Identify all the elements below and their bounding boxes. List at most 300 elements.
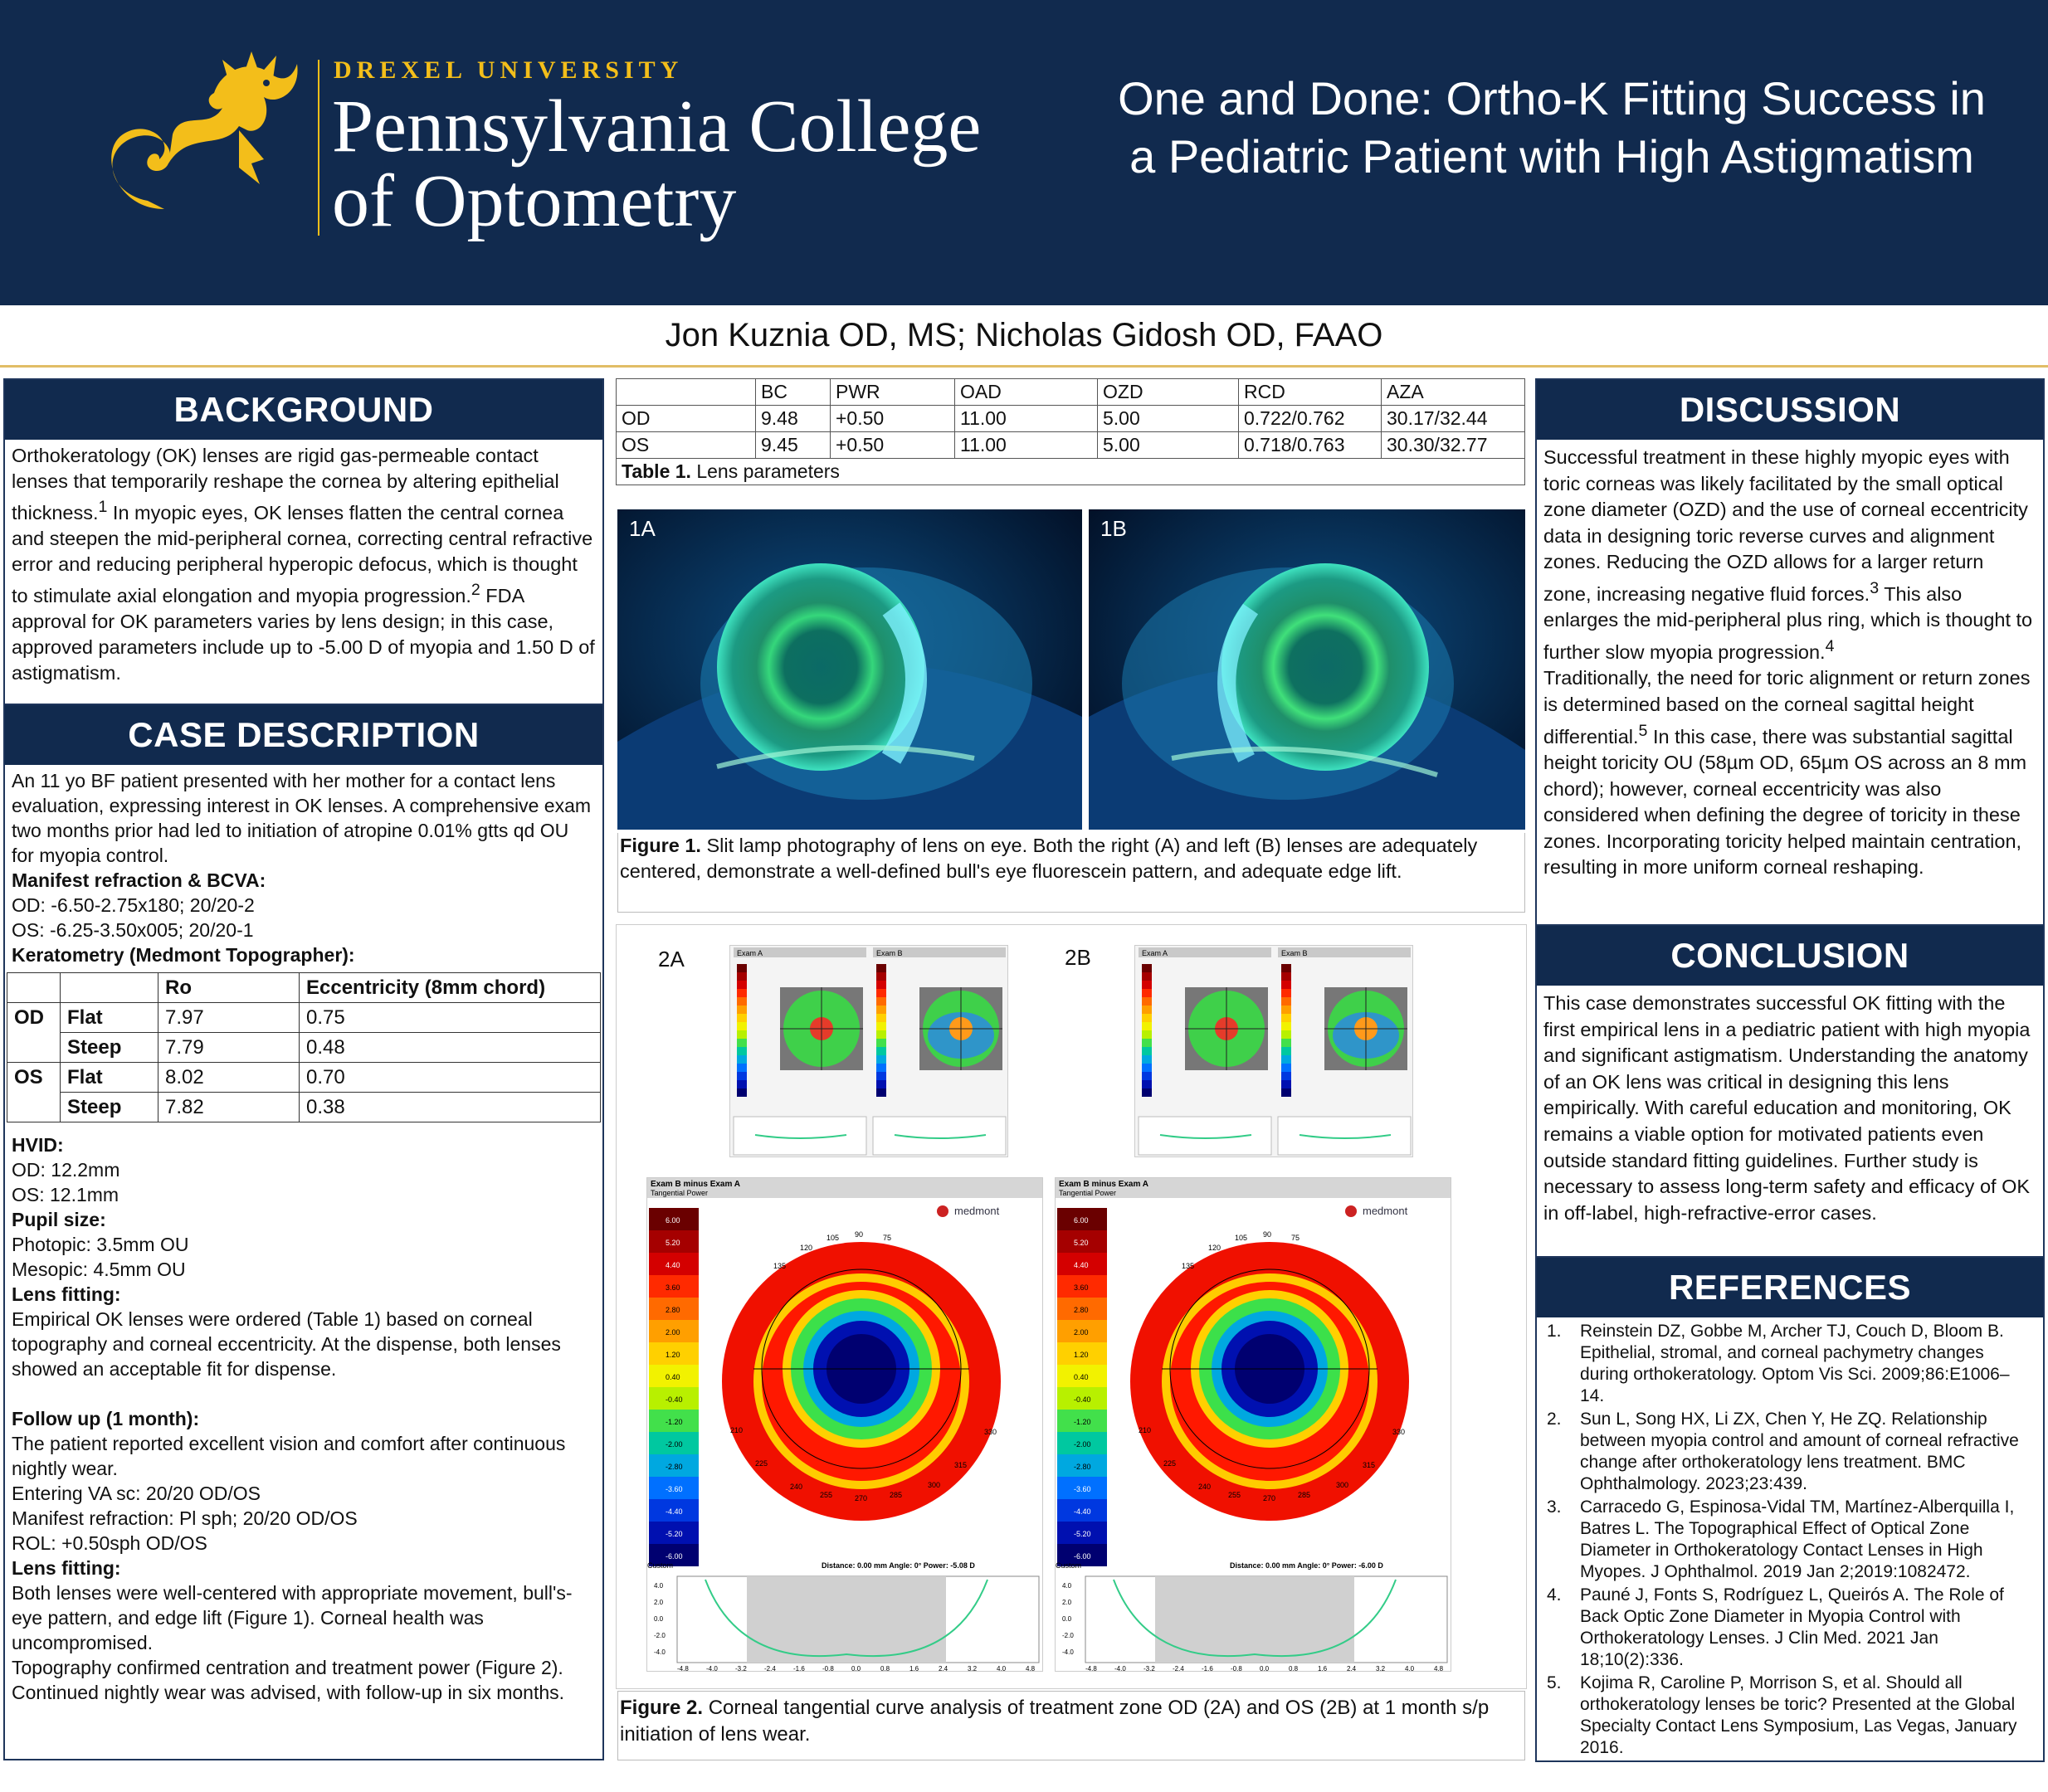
lens-fitting-2-text: Both lenses were well-centered with appropriate movement, bull's-eye pattern, and edge lift (Figure 1). Corneal health was uncompromised.	[12, 1582, 573, 1653]
references-heading: REFERENCES	[1537, 1258, 2043, 1317]
x-tick: 0.0	[1260, 1665, 1270, 1672]
scale-swatch	[1281, 981, 1291, 989]
table-cell: 0.48	[300, 1033, 601, 1063]
x-tick: 4.8	[1026, 1665, 1036, 1672]
case-section	[3, 705, 604, 1760]
citation: 5	[1638, 721, 1648, 740]
scale-swatch	[1281, 1030, 1291, 1039]
scale-tick: -2.80	[1074, 1463, 1091, 1471]
discussion-section	[1535, 378, 2045, 926]
scale-tick: -6.00	[666, 1552, 683, 1561]
table-row	[617, 432, 1525, 459]
scale-swatch	[1281, 1080, 1291, 1088]
table-header-row	[7, 973, 601, 1003]
exam-compare-2b-graphic	[1135, 946, 1413, 1157]
case-intro: An 11 yo BF patient presented with her mother for a contact lens evaluation, expressing interest in OK lenses. A comprehensive exam two months prior had led to initiation of atropine 0.01% gtts qd OU for myopia control.	[12, 770, 592, 866]
scale-swatch	[876, 1039, 886, 1047]
angle-label: 90	[855, 1230, 864, 1239]
table-cell: Steep	[61, 1093, 158, 1122]
table-cell: 11.00	[955, 432, 1098, 459]
discussion-text-part: Successful treatment in these highly myopic eyes with toric corneas was likely facilitated by the small optical zone diameter (OZD) and the use of corneal eccentricity data in designing toric reverse curves and alignment zones. Reducing the OZD allows for a larger return zone, increasing negative fluid forces.	[1543, 446, 2028, 605]
scale-swatch	[1281, 1072, 1291, 1080]
custom-label: Custom	[647, 1561, 674, 1570]
angle-label: 315	[954, 1461, 968, 1469]
citation: 1	[98, 498, 108, 516]
scale-tick: -1.20	[666, 1418, 683, 1426]
discussion-text-part: In this case, there was substantial sagittal height toricity OU (58µm OD, 65µm OS across an 8 mm chord); however, corneal eccentricity was also considered when defining the degree of toricity in these zones. Incorporating toricity helped maintain centration, resulting in more uniform corneal reshaping.	[1543, 725, 2027, 879]
follow-up-text: The patient reported excellent vision and comfort after continuous nightly wear.	[12, 1433, 566, 1479]
scale-tick: 2.80	[1074, 1306, 1089, 1314]
figure2-caption	[617, 1691, 1525, 1760]
x-tick: 3.2	[968, 1665, 978, 1672]
exam-header-label: Exam A	[1142, 949, 1168, 957]
pupil-photopic: Photopic: 3.5mm OU	[12, 1234, 189, 1255]
caption-label: Figure 1.	[620, 835, 701, 856]
y-tick: 0.0	[654, 1615, 664, 1623]
table-cell: OS	[617, 432, 756, 459]
figure-label-1b: 1B	[1100, 516, 1127, 541]
reference-item	[1547, 1409, 2033, 1495]
eye-1b-illustration	[1089, 509, 1525, 830]
reference-number: 1.	[1547, 1322, 1562, 1341]
x-tick: -2.4	[764, 1665, 776, 1672]
angle-label: 90	[1263, 1230, 1272, 1239]
x-tick: 1.6	[1318, 1665, 1328, 1672]
scale-tick: 5.20	[666, 1239, 680, 1247]
x-tick: 3.2	[1376, 1665, 1386, 1672]
table-cell: RCD	[1239, 379, 1382, 406]
caption-text: Slit lamp photography of lens on eye. Both the right (A) and left (B) lenses are adequately centered, demonstrate a well-defined bull's eye fluorescein pattern, and adequate edge lift.	[620, 835, 1478, 882]
reference-text: Carracedo G, Espinosa-Vidal TM, Martínez-Alberquilla I, Batres L. The Topographical Effect of Optical Zone Diameter in Orthokeratology Contact Lenses in High Myopes. J Ophthalmol. 2019 Jan 2;2019:1082472.	[1580, 1497, 2015, 1581]
scale-tick: -5.20	[1074, 1530, 1091, 1538]
scale-tick: 1.20	[666, 1351, 680, 1359]
scale-swatch	[737, 1022, 747, 1030]
lens-fitting-text: Empirical OK lenses were ordered (Table 1) based on corneal topography and corneal eccentricity. At the dispense, both lenses showed an acceptable fit for dispense.	[12, 1308, 561, 1380]
scale-tick: -5.20	[666, 1530, 683, 1538]
x-tick: 4.0	[1405, 1665, 1415, 1672]
angle-label: 120	[1208, 1244, 1221, 1252]
keratometry-table	[7, 972, 601, 1122]
y-tick: 4.0	[654, 1582, 664, 1590]
exam-compare-2a	[729, 945, 1008, 1157]
caption-label: Table 1.	[622, 460, 691, 482]
angle-label: 300	[928, 1481, 941, 1489]
scale-swatch	[737, 1030, 747, 1039]
angle-label: 285	[890, 1491, 903, 1499]
table-cell: AZA	[1382, 379, 1525, 406]
header-divider	[0, 365, 2048, 368]
discussion-text-part: Traditionally, the need for toric alignment or return zones is determined based on the corneal sagittal height differential.	[1543, 667, 2031, 747]
figure2-panel	[616, 924, 1527, 1689]
reference-number: 2.	[1547, 1410, 1562, 1429]
scale-swatch	[1281, 1006, 1291, 1014]
manifest-os: OS: -6.25-3.50x005; 20/20-1	[12, 919, 254, 941]
reference-item	[1547, 1497, 2033, 1583]
scale-tick: -3.60	[666, 1485, 683, 1493]
eye-photo-1a	[617, 509, 1082, 830]
x-tick: -4.0	[706, 1665, 718, 1672]
reference-number: 3.	[1547, 1497, 1562, 1517]
scale-swatch	[876, 997, 886, 1006]
reference-number: 4.	[1547, 1585, 1562, 1605]
table-cell: 0.722/0.762	[1239, 406, 1382, 432]
y-tick: -2.0	[1062, 1632, 1074, 1639]
college-name-line2: of Optometry	[332, 160, 737, 242]
angle-label: 225	[1163, 1459, 1177, 1468]
lens-parameters-table	[616, 378, 1525, 485]
angle-label: 210	[730, 1426, 744, 1434]
scale-swatch	[737, 1064, 747, 1072]
scale-swatch	[1142, 981, 1152, 989]
scale-tick: -1.20	[1074, 1418, 1091, 1426]
table-cell: Ro	[158, 973, 300, 1003]
table-cell: PWR	[831, 379, 955, 406]
exam-compare-2a-graphic	[730, 946, 1008, 1157]
scale-swatch	[876, 972, 886, 981]
follow-up-va: Entering VA sc: 20/20 OD/OS	[12, 1483, 261, 1504]
scale-swatch	[1281, 1088, 1291, 1097]
angle-label: 330	[984, 1428, 997, 1436]
scale-swatch	[1281, 1064, 1291, 1072]
table-cell: +0.50	[831, 432, 955, 459]
table-cell: 5.00	[1098, 432, 1239, 459]
scale-swatch	[1142, 964, 1152, 972]
conclusion-section	[1535, 926, 2045, 1258]
scale-swatch	[1142, 989, 1152, 997]
scale-tick: 3.60	[1074, 1283, 1089, 1292]
table-cell: 8.02	[158, 1063, 300, 1093]
table-cell: OS	[7, 1063, 61, 1093]
table-cell: OD	[7, 1003, 61, 1033]
scale-swatch	[1281, 1047, 1291, 1055]
case-heading: CASE DESCRIPTION	[5, 705, 602, 765]
scale-swatch	[1142, 1006, 1152, 1014]
table-cell: 30.30/32.77	[1382, 432, 1525, 459]
scale-swatch	[737, 1039, 747, 1047]
scale-swatch	[1281, 1022, 1291, 1030]
x-tick: -3.2	[735, 1665, 747, 1672]
x-tick: -0.8	[822, 1665, 834, 1672]
hvid-od: OD: 12.2mm	[12, 1159, 120, 1181]
angle-label: 255	[1228, 1491, 1241, 1499]
scale-swatch	[737, 997, 747, 1006]
college-name-line1: Pennsylvania College	[332, 85, 982, 168]
topography-text: Topography confirmed centration and treatment power (Figure 2).	[12, 1657, 563, 1678]
table-cell	[7, 1033, 61, 1063]
diff-subtitle: Tangential Power	[651, 1189, 709, 1197]
table-cell: 7.79	[158, 1033, 300, 1063]
difference-map-2a	[646, 1177, 1043, 1672]
medmont-logo: medmont	[954, 1205, 1000, 1217]
table-cell: OZD	[1098, 379, 1239, 406]
conclusion-text: This case demonstrates successful OK fitting with the first empirical lens in a pediatric patient with high myopia and significant astigmatism. Understanding the anatomy of an OK lens was critical in designing this lens empirically. With careful education and monitoring, OK remains a viable option for motivated patients even outside standard fitting guidelines. Further study is necessary to assess long-term safety and efficacy of OK in off-label, high-refractive-error cases.	[1543, 992, 2031, 1224]
scale-swatch	[1142, 1088, 1152, 1097]
angle-label: 285	[1298, 1491, 1311, 1499]
scale-swatch	[876, 1014, 886, 1022]
scale-swatch	[1142, 1039, 1152, 1047]
references-list	[1537, 1317, 2043, 1759]
reference-item	[1547, 1321, 2033, 1407]
reference-text: Sun L, Song HX, Li ZX, Chen Y, He ZQ. Relationship between myopia control and amount of corneal refractive change after orthokeratology lens treatment. BMC Ophthalmology. 2023;23:439.	[1580, 1410, 2019, 1493]
diff-subtitle: Tangential Power	[1059, 1189, 1117, 1197]
scale-swatch	[876, 1022, 886, 1030]
scale-tick: -4.40	[1074, 1507, 1091, 1516]
scale-swatch	[876, 1006, 886, 1014]
discussion-text-part: This also enlarges the mid-peripheral plus ring, which is thought to further slow myopia progression.	[1543, 582, 2033, 663]
scale-tick: 6.00	[1074, 1216, 1089, 1225]
table-row	[7, 1093, 601, 1122]
logo-divider	[318, 60, 319, 236]
discussion-paragraph-2	[1543, 665, 2036, 881]
table-cell	[7, 1093, 61, 1122]
scale-swatch	[1281, 964, 1291, 972]
continued-wear-text: Continued nightly wear was advised, with follow-up in six months.	[12, 1682, 565, 1703]
angle-label: 300	[1336, 1481, 1349, 1489]
reference-item	[1547, 1585, 2033, 1671]
medmont-logo: medmont	[1363, 1205, 1408, 1217]
status-readout: Distance: 0.00 mm Angle: 0° Power: -6.00 D	[1230, 1561, 1383, 1570]
table-cell: 0.75	[300, 1003, 601, 1033]
hvid-os: OS: 12.1mm	[12, 1184, 119, 1205]
exam-compare-2b	[1134, 945, 1413, 1157]
poster-title	[1070, 70, 2033, 186]
angle-label: 225	[755, 1459, 768, 1468]
table-header-row	[617, 379, 1525, 406]
angle-label: 120	[800, 1244, 813, 1252]
table-cell: OD	[617, 406, 756, 432]
table-cell: 9.45	[756, 432, 831, 459]
follow-up-manifest: Manifest refraction: Pl sph; 20/20 OD/OS	[12, 1507, 358, 1529]
y-tick: -4.0	[654, 1648, 666, 1656]
caption-label: Figure 2.	[620, 1697, 704, 1719]
scale-tick: 4.40	[666, 1261, 680, 1269]
table-cell	[617, 379, 756, 406]
x-tick: 1.6	[909, 1665, 919, 1672]
table-row	[617, 406, 1525, 432]
scale-swatch	[1142, 1014, 1152, 1022]
dragon-logo-icon	[98, 51, 305, 217]
scale-swatch	[737, 981, 747, 989]
scale-tick: -6.00	[1074, 1552, 1091, 1561]
scale-swatch	[1281, 1039, 1291, 1047]
table-cell: 0.718/0.763	[1239, 432, 1382, 459]
scale-tick: 2.80	[666, 1306, 680, 1314]
table-cell: Steep	[61, 1033, 158, 1063]
scale-swatch	[1142, 1080, 1152, 1088]
university-name: DREXEL UNIVERSITY	[334, 56, 684, 84]
x-tick: -4.0	[1114, 1665, 1126, 1672]
y-tick: 4.0	[1062, 1582, 1072, 1590]
difference-map-2a-graphic	[647, 1178, 1043, 1672]
table-cell: +0.50	[831, 406, 955, 432]
scale-swatch	[1142, 1064, 1152, 1072]
scale-tick: 0.40	[1074, 1373, 1089, 1381]
reference-text: Kojima R, Caroline P, Morrison S, et al. Should all orthokeratology lenses be toric? Presented at the Global Specialty Contact Lens Symposium, Las Vegas, January 2016.	[1580, 1673, 2017, 1757]
angle-label: 240	[1198, 1483, 1212, 1491]
scale-swatch	[1142, 1072, 1152, 1080]
scale-swatch	[1281, 1055, 1291, 1064]
table-cell: 11.00	[955, 406, 1098, 432]
label-pupil: Pupil size:	[12, 1209, 106, 1230]
poster-header	[0, 0, 2048, 305]
right-column	[1535, 378, 2045, 1764]
scale-swatch	[876, 989, 886, 997]
scale-swatch	[1142, 1055, 1152, 1064]
scale-tick: -3.60	[1074, 1485, 1091, 1493]
angle-label: 240	[790, 1483, 803, 1491]
background-text-part: FDA approval for OK parameters varies by lens design; in this case, approved parameters include up to -5.00 D of myopia and 1.50 D of astigmatism.	[12, 584, 595, 684]
scale-swatch	[737, 1006, 747, 1014]
eye-1a-illustration	[617, 509, 1082, 830]
follow-up-rol: ROL: +0.50sph OD/OS	[12, 1532, 207, 1554]
x-tick: -2.4	[1173, 1665, 1184, 1672]
table-cell	[61, 973, 158, 1003]
scale-swatch	[1281, 972, 1291, 981]
figure-label-1a: 1A	[629, 516, 656, 541]
scale-swatch	[737, 989, 747, 997]
scale-swatch	[1281, 989, 1291, 997]
scale-tick: -2.00	[666, 1440, 683, 1449]
figure1-caption	[617, 833, 1525, 913]
angle-label: 315	[1363, 1461, 1376, 1469]
angle-label: 255	[820, 1491, 833, 1499]
scale-tick: -2.80	[666, 1463, 683, 1471]
scale-swatch	[1142, 1047, 1152, 1055]
diff-title: Exam B minus Exam A	[651, 1180, 741, 1189]
table-cell: 30.17/32.44	[1382, 406, 1525, 432]
angle-label: 330	[1392, 1428, 1406, 1436]
scale-swatch	[876, 1064, 886, 1072]
scale-swatch	[737, 1080, 747, 1088]
reference-text: Reinstein DZ, Gobbe M, Archer TJ, Couch D, Bloom B. Epithelial, stromal, and corneal pachymetry changes during orthokeratology. Optom Vis Sci. 2009;86:E1006–14.	[1580, 1322, 2010, 1405]
scale-tick: 6.00	[666, 1216, 680, 1225]
angle-label: 75	[1291, 1234, 1300, 1242]
table-cell: Eccentricity (8mm chord)	[300, 973, 601, 1003]
references-section	[1535, 1258, 2045, 1762]
table-cell: Flat	[61, 1063, 158, 1093]
angle-label: 270	[855, 1494, 868, 1502]
label-follow-up: Follow up (1 month):	[12, 1408, 200, 1429]
y-tick: 2.0	[654, 1599, 664, 1606]
caption-text: Lens parameters	[690, 460, 840, 482]
x-tick: 0.8	[1289, 1665, 1299, 1672]
label-hvid: HVID:	[12, 1134, 64, 1156]
diff-title: Exam B minus Exam A	[1059, 1180, 1149, 1189]
case-text-2	[5, 1132, 602, 1705]
x-tick: -1.6	[793, 1665, 805, 1672]
angle-label: 75	[883, 1234, 892, 1242]
reference-item	[1547, 1673, 2033, 1759]
scale-swatch	[876, 1030, 886, 1039]
scale-swatch	[737, 1047, 747, 1055]
scale-swatch	[876, 1072, 886, 1080]
table-row	[7, 1033, 601, 1063]
scale-swatch	[737, 1072, 747, 1080]
manifest-od: OD: -6.50-2.75x180; 20/20-2	[12, 894, 255, 916]
caption-text: Corneal tangential curve analysis of treatment zone OD (2A) and OS (2B) at 1 month s/p initiation of lens wear.	[620, 1697, 1490, 1746]
x-tick: 0.0	[851, 1665, 861, 1672]
label-keratometry: Keratometry (Medmont Topographer):	[12, 944, 355, 966]
spacer	[12, 1381, 596, 1406]
label-lens-fitting: Lens fitting:	[12, 1283, 121, 1305]
x-tick: -4.8	[1085, 1665, 1097, 1672]
left-column	[3, 378, 604, 1760]
discussion-text	[1537, 440, 2043, 881]
citation: 2	[471, 580, 480, 599]
y-tick: 2.0	[1062, 1599, 1072, 1606]
x-tick: 0.8	[880, 1665, 890, 1672]
scale-tick: -4.40	[666, 1507, 683, 1516]
scale-tick: -0.40	[666, 1395, 683, 1404]
scale-swatch	[876, 1055, 886, 1064]
scale-tick: -2.00	[1074, 1440, 1091, 1449]
scale-swatch	[876, 1047, 886, 1055]
table-cell: OAD	[955, 379, 1098, 406]
reference-number: 5.	[1547, 1673, 1562, 1692]
difference-map-2b	[1055, 1177, 1451, 1672]
scale-swatch	[876, 981, 886, 989]
eye-photo-1b	[1089, 509, 1525, 830]
angle-label: 105	[1235, 1234, 1248, 1242]
y-tick: -2.0	[654, 1632, 666, 1639]
table-caption-row	[617, 459, 1525, 485]
scale-tick: 2.00	[1074, 1328, 1089, 1337]
scale-tick: -0.40	[1074, 1395, 1091, 1404]
x-tick: -4.8	[677, 1665, 689, 1672]
angle-label: 105	[827, 1234, 840, 1242]
figure-label-2a: 2A	[658, 947, 685, 971]
figure-label-2b: 2B	[1065, 945, 1091, 970]
x-tick: -1.6	[1202, 1665, 1213, 1672]
background-text-part: Orthokeratology (OK) lenses are rigid gas-permeable contact lenses that temporarily reshape the cornea by altering epithelial thickness.	[12, 445, 559, 523]
background-section	[3, 378, 604, 705]
case-text	[5, 765, 602, 967]
x-tick: 4.0	[997, 1665, 1007, 1672]
table-cell	[7, 973, 61, 1003]
table-cell: 5.00	[1098, 406, 1239, 432]
background-heading: BACKGROUND	[5, 380, 602, 440]
scale-swatch	[876, 1088, 886, 1097]
x-tick: -3.2	[1143, 1665, 1155, 1672]
reference-text: Pauné J, Fonts S, Rodríguez L, Queirós A. The Role of Back Optic Zone Diameter in Myopia Control with Orthokeratology Lenses. J Clin Med. 2021 Jan 18;10(2):336.	[1580, 1585, 2004, 1669]
angle-label: 135	[773, 1262, 787, 1270]
scale-swatch	[737, 1055, 747, 1064]
background-text-part: In myopic eyes, OK lenses flatten the central cornea and steepen the mid-peripheral cornea, correcting central refractive error and reducing peripheral hyperopic defocus, which is thought to stimulate axial elongation and myopia progression.	[12, 501, 593, 606]
scale-swatch	[1142, 1030, 1152, 1039]
scale-swatch	[737, 972, 747, 981]
x-tick: -0.8	[1231, 1665, 1242, 1672]
table-row	[7, 1003, 601, 1033]
status-readout: Distance: 0.00 mm Angle: 0° Power: -5.08 D	[822, 1561, 975, 1570]
angle-label: 135	[1182, 1262, 1195, 1270]
citation: 3	[1870, 578, 1880, 597]
x-tick: 4.8	[1434, 1665, 1444, 1672]
pupil-mesopic: Mesopic: 4.5mm OU	[12, 1259, 186, 1280]
angle-label: 210	[1139, 1426, 1152, 1434]
table-cell: 0.70	[300, 1063, 601, 1093]
background-text	[5, 440, 602, 686]
scale-tick: 1.20	[1074, 1351, 1089, 1359]
scale-tick: 5.20	[1074, 1239, 1089, 1247]
exam-header-label: Exam B	[1281, 949, 1308, 957]
scale-swatch	[1142, 972, 1152, 981]
scale-swatch	[876, 964, 886, 972]
table-row	[7, 1063, 601, 1093]
scale-swatch	[737, 1014, 747, 1022]
scale-swatch	[737, 964, 747, 972]
scale-swatch	[1142, 1022, 1152, 1030]
scale-swatch	[876, 1080, 886, 1088]
